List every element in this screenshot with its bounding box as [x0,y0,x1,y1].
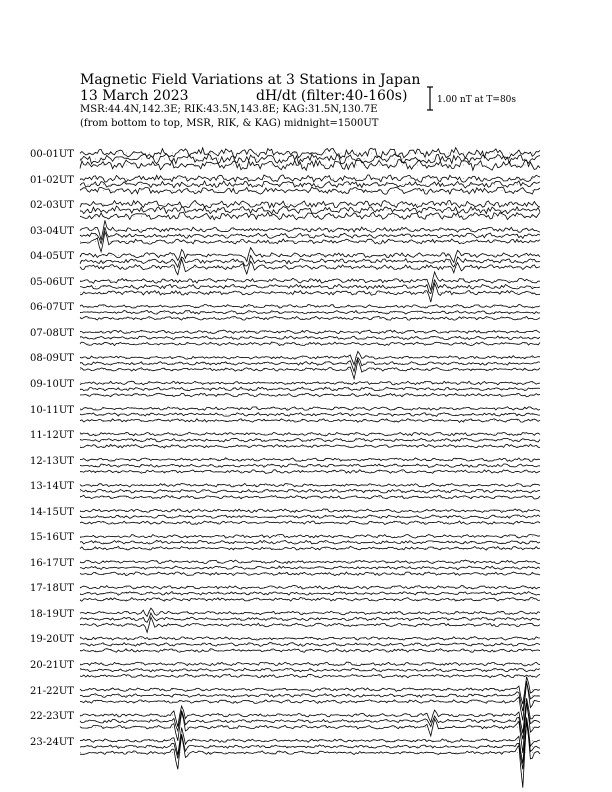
hour-label: 15-16UT [30,532,74,544]
hour-label: 05-06UT [30,276,74,288]
trace-line [80,464,540,467]
trace-line [80,387,540,391]
trace-line [80,407,540,411]
hour-label: 04-05UT [30,251,74,263]
trace-line [80,489,540,493]
hour-label: 16-17UT [30,557,74,569]
trace-line [80,509,540,513]
trace-line [80,521,540,525]
hour-label: 23-24UT [30,736,74,748]
hour-label: 14-15UT [30,506,74,518]
trace-line [80,668,540,672]
hour-label: 00-01UT [30,149,74,160]
trace-line [80,413,540,417]
hour-label: 21-22UT [30,685,74,697]
trace-line [80,444,540,448]
trace-line [80,483,540,487]
trace-line [80,154,540,164]
trace-line [80,438,540,442]
trace-line [80,470,540,474]
trace-line [80,540,540,544]
trace-order-note: (from bottom to top, MSR, RIK, & KAG) midnight=1500UT [80,118,379,129]
trace-line [80,342,540,346]
trace-line [80,546,540,550]
trace-line [80,360,540,379]
trace-line [80,458,540,462]
trace-line [80,419,540,423]
trace-line [80,723,540,770]
trace-line [80,703,540,753]
hour-label: 03-04UT [30,225,74,237]
scale-label: 1.00 nT at T=80s [437,95,517,105]
trace-line [80,703,540,740]
hour-label: 10-11UT [30,404,74,416]
trace-line [80,572,540,576]
hour-label: 20-21UT [30,660,74,671]
hour-label: 02-03UT [30,200,74,212]
trace-line [80,351,540,364]
trace-group [80,148,540,788]
trace-line [80,187,540,194]
trace-line [80,535,540,539]
trace-line [80,305,540,309]
trace-line [80,432,540,436]
station-coordinates: MSR:44.4N,142.3E; RIK:43.5N,143.8E; KAG:31.5N,130.7E [80,104,378,115]
trace-line [80,662,540,666]
hour-label: 19-20UT [30,634,74,646]
trace-line [80,148,540,159]
trace-line [80,272,540,290]
hour-label: 06-07UT [30,302,74,314]
trace-line [80,617,540,632]
trace-line [80,560,540,564]
measure-label: dH/dt (filter:40-160s) [256,88,408,104]
trace-line [80,181,540,188]
hour-label: 08-09UT [30,353,74,365]
trace-line [80,643,540,647]
hour-label: 12-13UT [30,455,74,467]
trace-line [80,381,540,385]
trace-line [80,330,540,334]
trace-line [80,566,540,570]
trace-line [80,674,540,677]
trace-line [80,592,540,596]
trace-line [80,586,540,590]
hour-label: 22-23UT [30,711,74,723]
chart-date: 13 March 2023 [80,88,189,104]
trace-line [80,608,540,616]
trace-line [80,206,540,214]
trace-line [80,175,540,182]
trace-line [80,232,540,252]
trace-line [80,316,540,320]
trace-line [80,613,540,622]
trace-line [80,649,540,653]
trace-line [80,212,540,220]
hour-label: 07-08UT [30,327,74,339]
hour-label: 11-12UT [30,430,74,442]
trace-line [80,358,540,372]
hour-label: 17-18UT [30,583,74,595]
trace-line [80,495,540,499]
hour-label: 13-14UT [30,481,74,493]
hour-label: 18-19UT [30,608,74,620]
trace-line [80,336,540,339]
trace-line [80,598,540,602]
trace-line [80,717,540,763]
trace-line [80,719,540,787]
trace-line [80,311,540,315]
trace-line [80,637,540,641]
hour-label: 01-02UT [30,174,74,186]
trace-line [80,393,540,397]
trace-line [80,515,540,519]
trace-line [80,682,540,711]
hour-label: 09-10UT [30,378,74,390]
chart-title: Magnetic Field Variations at 3 Stations in Japan [80,72,421,88]
